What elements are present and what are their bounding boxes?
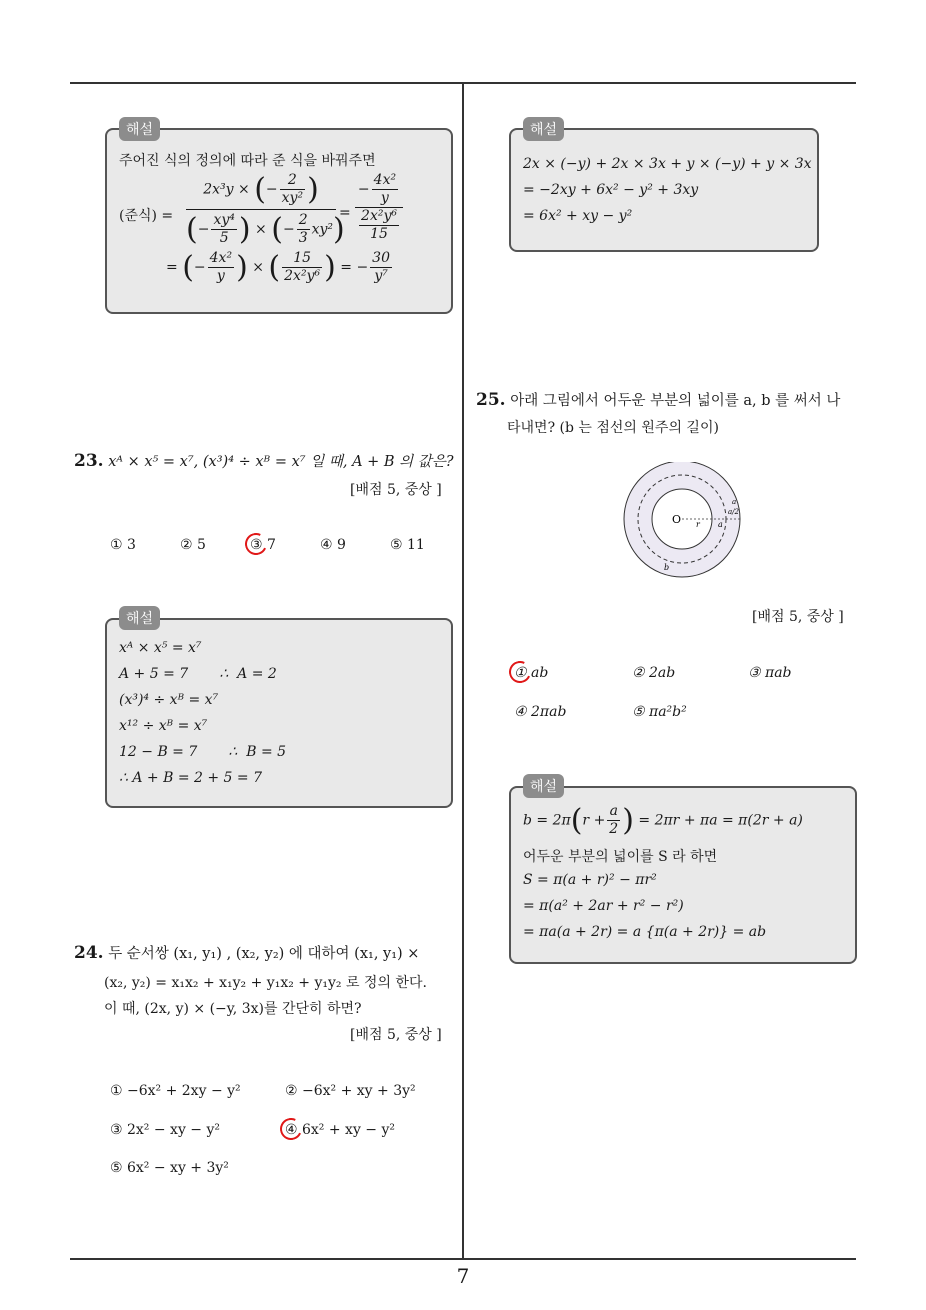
minus-sign: − (197, 221, 210, 238)
choice-4[interactable]: ④ 2πab (514, 704, 567, 720)
frac-num: 4x² (209, 250, 233, 266)
frac-num: 30 (372, 250, 390, 266)
frac-num: 4x² (373, 172, 397, 188)
question-number: 24. (74, 943, 104, 963)
choice-3[interactable]: ③ 7 (250, 537, 276, 553)
frac-den: 2x²y⁶ (284, 268, 321, 284)
column-divider (462, 84, 464, 1260)
frac-num: 2 (298, 212, 308, 228)
choice-2[interactable]: ② 2ab (632, 665, 676, 681)
frac-num: xy⁴ (213, 212, 235, 228)
score-label: [배점 5, 중상 ] (752, 609, 844, 625)
score-label: [배점 5, 중상 ] (350, 1027, 442, 1043)
page-number: 7 (456, 1264, 470, 1288)
solution-line: 2x × (−y) + 2x × 3x + y × (−y) + y × 3x (523, 156, 812, 172)
frac-den: 3 (298, 230, 308, 246)
frac-den: 2 (609, 821, 619, 837)
center-label: O (672, 513, 682, 526)
minus-sign: − (265, 181, 278, 198)
choice-4[interactable]: ④ 9 (320, 537, 346, 553)
solution-line: (x³)⁴ ÷ xᴮ = x⁷ (119, 692, 219, 708)
math-line-3: = (− $\frac{\text{4x²}}{y}$ ) × ( $\frac{15}{\text{2x²y⁶}}$ ) = − $\frac{30}{\text{y⁷}}$ (166, 250, 390, 285)
solution-line: x¹² ÷ xᴮ = x⁷ (119, 718, 208, 734)
times-sign: × (255, 221, 267, 238)
choice-5[interactable]: ⑤ πa²b² (632, 704, 687, 720)
math-fraction-main: 2x³y × (− $\frac{2}{\text{xy²}}$ ) (− $\frac{\text{xy⁴}}{5}$ ) × (− $\frac{2}{3}$ xy²) (186, 172, 345, 247)
minus-sign: − (282, 221, 295, 238)
solution-line: = −2xy + 6x² − y² + 3xy (523, 182, 699, 198)
solution-tag: 해설 (119, 117, 160, 141)
choice-3[interactable]: ③ πab (748, 665, 792, 681)
answer-mark (506, 658, 534, 686)
frac-den: xy² (281, 190, 304, 206)
solution-line: 12 − B = 7 ∴ B = 5 (119, 744, 287, 760)
choice-2[interactable]: ② 5 (180, 537, 206, 553)
score-label: [배점 5, 중상 ] (350, 482, 442, 498)
math-term: b = 2π (523, 812, 571, 829)
answer-mark (242, 530, 270, 558)
question-number: 23. (74, 451, 104, 471)
annulus-figure (620, 462, 746, 580)
math-term: r + (582, 812, 606, 829)
frac-den: y (216, 268, 225, 284)
solution-text: 주어진 식의 정의에 따라 준 식을 바꿔주면 (119, 153, 376, 169)
equals-sign: = (340, 259, 352, 276)
equals-sign: = (339, 205, 351, 221)
frac-num: 15 (282, 250, 322, 268)
choice-1[interactable]: ① −6x² + 2xy − y² (110, 1083, 241, 1099)
choice-1[interactable]: ① ab (514, 665, 549, 681)
frac-den: y (380, 190, 389, 206)
minus-sign: − (357, 181, 370, 198)
question-text: 아래 그림에서 어두운 부분의 넓이를 a, b 를 써서 나 (510, 393, 841, 409)
question-24 (74, 940, 459, 967)
question-23 (74, 448, 459, 475)
solution-tag: 해설 (523, 117, 564, 141)
solution-line: ∴ A + B = 2 + 5 = 7 (119, 770, 263, 786)
math-lhs: (준식) = (119, 208, 174, 224)
question-text: 이 때, (2x, y) × (−y, 3x)를 간단히 하면? (104, 1001, 362, 1017)
choice-1[interactable]: ① 3 (110, 537, 136, 553)
frac-den: y⁷ (374, 268, 388, 284)
choice-5[interactable]: ⑤ 6x² − xy + 3y² (110, 1160, 229, 1176)
b-label: b (664, 563, 670, 572)
minus-sign: − (193, 259, 206, 276)
solution-line: b = 2π(r + $\frac{a}{2}$ ) = 2πr + πa = π(2r + a) (523, 803, 803, 838)
choice-2[interactable]: ② −6x² + xy + 3y² (285, 1083, 416, 1099)
answer-mark (277, 1115, 305, 1143)
frac-num: a (607, 803, 620, 821)
question-text: xᴬ × x⁵ = x⁷, (x³)⁴ ÷ xᴮ = x⁷ 일 때, A + B 의 값은? (108, 454, 454, 470)
frac-num: 2x²y⁶ (361, 208, 397, 224)
solution-line: A + 5 = 7 ∴ A = 2 (119, 666, 277, 682)
question-number: 25. (476, 390, 506, 410)
solution-tag: 해설 (523, 774, 564, 798)
question-25 (476, 387, 861, 414)
a-label: a (718, 520, 723, 529)
math-term: 2x³y × (203, 181, 255, 198)
choice-3[interactable]: ③ 2x² − xy − y² (110, 1122, 221, 1138)
question-text: 타내면? (b 는 점선의 원주의 길이) (507, 420, 719, 436)
solution-line: xᴬ × x⁵ = x⁷ (119, 640, 202, 656)
solution-line: 어두운 부분의 넓이를 S 라 하면 (523, 849, 718, 865)
solution-line: = πa(a + 2r) = a {π(a + 2r)} = ab (523, 924, 767, 940)
solution-line: = 6x² + xy − y² (523, 208, 633, 224)
frac-den: 5 (219, 230, 229, 246)
math-term: xy² (311, 221, 334, 238)
a-half-label: a/2 (728, 508, 739, 516)
equals-sign: = (166, 259, 178, 276)
question-text: (x₂, y₂) = x₁x₂ + x₁y₂ + y₁x₂ + y₁y₂ 로 정의 한다. (104, 975, 427, 991)
math-fraction-right (355, 172, 403, 243)
frac-num: 2 (280, 172, 305, 190)
solution-line: S = π(a + r)² − πr² (523, 872, 657, 888)
frac-den: 15 (370, 226, 388, 242)
times-sign: × (252, 259, 264, 276)
solution-line: = π(a² + 2ar + r² − r²) (523, 898, 684, 914)
a-outer-label: a (732, 498, 737, 506)
r-label: r (696, 520, 700, 529)
choice-5[interactable]: ⑤ 11 (390, 537, 425, 553)
question-text: 두 순서쌍 (x₁, y₁) , (x₂, y₂) 에 대하여 (x₁, y₁) × (108, 946, 420, 962)
solution-tag: 해설 (119, 606, 160, 630)
math-term: = 2πr + πa = π(2r + a) (638, 812, 803, 829)
minus-sign: − (356, 259, 369, 276)
choice-4[interactable]: ④ 6x² + xy − y² (285, 1122, 396, 1138)
